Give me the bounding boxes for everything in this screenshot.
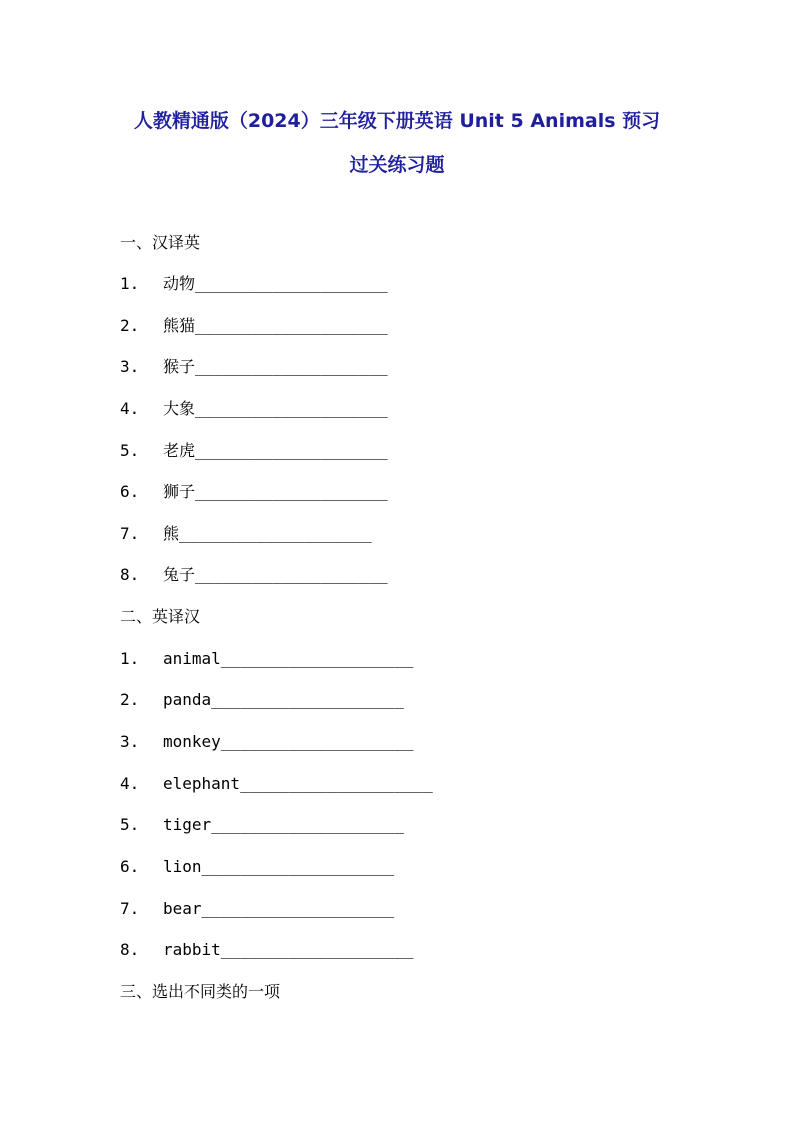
section1-item-5 bbox=[120, 440, 388, 462]
section2-item-3 bbox=[120, 731, 413, 753]
section1-item-6 bbox=[120, 481, 388, 503]
section2-heading: 二、英译汉 bbox=[120, 607, 201, 626]
item-number: 6. bbox=[120, 482, 140, 501]
section1-item-8 bbox=[120, 564, 388, 586]
worksheet-title-line2: 过关练习题 bbox=[349, 154, 445, 176]
item-number: 4. bbox=[120, 399, 140, 418]
item-text: lion____________________ bbox=[163, 857, 395, 876]
item-text: monkey____________________ bbox=[163, 732, 414, 751]
item-number: 7. bbox=[120, 524, 140, 543]
section2-item-4 bbox=[120, 773, 433, 795]
item-text: tiger____________________ bbox=[163, 815, 404, 834]
item-text: rabbit____________________ bbox=[163, 940, 414, 959]
item-text: 猴子____________________ bbox=[163, 357, 388, 376]
item-text: 熊猫____________________ bbox=[163, 316, 388, 335]
section3-heading: 三、选出不同类的一项 bbox=[120, 982, 281, 1001]
item-number: 5. bbox=[120, 815, 140, 834]
item-number: 3. bbox=[120, 732, 140, 751]
item-number: 8. bbox=[120, 565, 140, 584]
item-text: 老虎____________________ bbox=[163, 441, 388, 460]
item-text: 兔子____________________ bbox=[163, 565, 388, 584]
item-number: 2. bbox=[120, 316, 140, 335]
section1-item-1 bbox=[120, 273, 388, 295]
item-number: 7. bbox=[120, 899, 140, 918]
item-text: elephant____________________ bbox=[163, 774, 433, 793]
item-text: 动物____________________ bbox=[163, 274, 388, 293]
item-number: 5. bbox=[120, 441, 140, 460]
section2-item-2 bbox=[120, 689, 404, 711]
section1-heading: 一、汉译英 bbox=[120, 233, 201, 252]
section2-item-7 bbox=[120, 898, 394, 920]
section2-item-6 bbox=[120, 856, 394, 878]
item-text: panda____________________ bbox=[163, 690, 404, 709]
item-text: bear____________________ bbox=[163, 899, 395, 918]
item-text: 熊____________________ bbox=[163, 524, 372, 543]
section1-item-3 bbox=[120, 356, 388, 378]
section2-item-5 bbox=[120, 814, 404, 836]
item-number: 3. bbox=[120, 357, 140, 376]
item-number: 1. bbox=[120, 274, 140, 293]
item-text: 狮子____________________ bbox=[163, 482, 388, 501]
item-number: 4. bbox=[120, 774, 140, 793]
section1-item-7 bbox=[120, 523, 372, 545]
item-number: 8. bbox=[120, 940, 140, 959]
item-number: 2. bbox=[120, 690, 140, 709]
section2-item-1 bbox=[120, 648, 413, 670]
item-text: 大象____________________ bbox=[163, 399, 388, 418]
section1-item-4 bbox=[120, 398, 388, 420]
item-number: 6. bbox=[120, 857, 140, 876]
item-number: 1. bbox=[120, 649, 140, 668]
worksheet-title-line1: 人教精通版（2024）三年级下册英语 Unit 5 Animals 预习 bbox=[133, 110, 661, 132]
section1-item-2 bbox=[120, 315, 388, 337]
item-text: animal____________________ bbox=[163, 649, 414, 668]
section2-item-8 bbox=[120, 939, 413, 961]
